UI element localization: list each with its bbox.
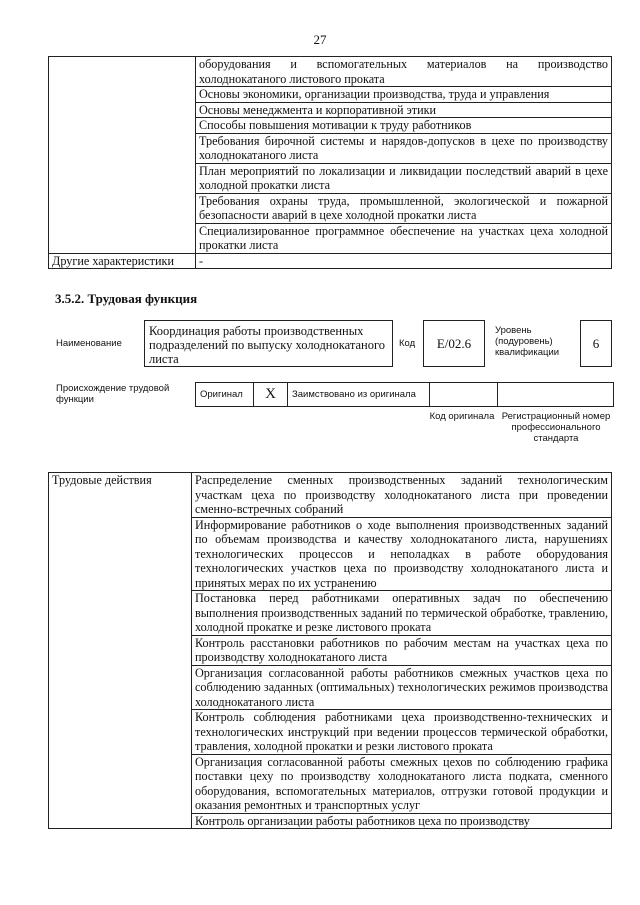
table-cell: Распределение сменных производственных заданий технологическим участкам цеха по производству холоднокатаного листа при проведении сменно-встречных собраний bbox=[192, 473, 612, 518]
reg-caption: Регистрационный номер профессионального стандарта bbox=[501, 411, 611, 444]
table-cell: Требования бирочной системы и нарядов-допусков в цехе по производству холоднокатаного листа bbox=[196, 133, 612, 163]
table-cell: Контроль расстановки работников по рабочим местам на участках цеха по производству холоднокатаного листа bbox=[192, 635, 612, 665]
table-cell: Контроль организации работы работников цеха по производству bbox=[192, 813, 612, 829]
table-cell: Организация согласованной работы работников смежных участков цеха по соблюдению заданных (оптимальных) технологических режимов производства холоднокатаного листа bbox=[192, 665, 612, 710]
page-number: 27 bbox=[313, 32, 327, 47]
function-code-box: E/02.6 bbox=[423, 320, 485, 367]
code-caption: Код оригинала bbox=[429, 411, 495, 422]
table-cell: оборудования и вспомогательных материалов на производство холоднокатаного листового проката bbox=[196, 57, 612, 87]
origin-label: Происхождение трудовой функции bbox=[56, 383, 170, 405]
table-cell: Способы повышения мотивации к труду работников bbox=[196, 118, 612, 134]
labor-actions-table bbox=[48, 472, 612, 829]
origin-table bbox=[195, 382, 614, 407]
table-row bbox=[49, 57, 612, 87]
table-cell: План мероприятий по локализации и ликвидации последствий аварий в цехе холодной прокатки листа bbox=[196, 163, 612, 193]
level-label: Уровень (подуровень) квалификации bbox=[495, 325, 560, 358]
level-box: 6 bbox=[580, 320, 612, 367]
section-heading: 3.5.2. Трудовая функция bbox=[55, 291, 198, 306]
name-label: Наименование bbox=[56, 338, 122, 349]
knowledge-table bbox=[48, 56, 612, 269]
function-name-box: Координация работы производственных подразделений по выпуску холоднокатаного листа bbox=[144, 320, 393, 367]
table-cell: Основы экономики, организации производства, труда и управления bbox=[196, 87, 612, 103]
code-label: Код bbox=[399, 338, 416, 349]
table-row bbox=[49, 253, 612, 269]
table-cell: Организация согласованной работы смежных цехов по соблюдению графика поставки цеху по производству холоднокатаного листа подката, сменного оборудования, вспомогательных материалов, отгрузки готовой продукции и оказания ремонтных и транспортных услуг bbox=[192, 754, 612, 813]
table-left-cell bbox=[49, 57, 196, 254]
original-code-cell bbox=[430, 383, 498, 407]
original-cell: Оригинал bbox=[196, 383, 254, 407]
other-characteristics-label: Другие характеристики bbox=[49, 253, 196, 269]
table-row bbox=[49, 473, 612, 518]
table-cell: Требования охраны труда, промышленной, экологической и пожарной безопасности аварий в цехе холодной прокатки листа bbox=[196, 193, 612, 223]
table-cell: Основы менеджмента и корпоративной этики bbox=[196, 102, 612, 118]
table-cell: Контроль соблюдения работниками цеха производственно-технических и технологических инструкций при ведении процессов термической обработки, травления, холодной прокатки и резки листового проката bbox=[192, 710, 612, 755]
reg-number-cell bbox=[498, 383, 614, 407]
other-characteristics-value: - bbox=[196, 253, 612, 269]
table-cell: Постановка перед работниками оперативных задач по обеспечению выполнения производственных заданий по термической обработке, травлению, холодной прокатке и резке листового проката bbox=[192, 591, 612, 636]
labor-actions-label: Трудовые действия bbox=[49, 473, 192, 829]
original-mark: X bbox=[254, 383, 288, 407]
table-cell: Специализированное программное обеспечение на участках цеха холодной прокатки листа bbox=[196, 223, 612, 253]
table-cell: Информирование работников о ходе выполнения производственных заданий по объемам производства и качеству холоднокатаного листа, нарушениях технологических процессов и неполадках в работе оборудования технологических участков цеха по производству холоднокатаного листа и принятых мерах по их устранению bbox=[192, 517, 612, 591]
borrowed-cell: Заимствовано из оригинала bbox=[288, 383, 430, 407]
